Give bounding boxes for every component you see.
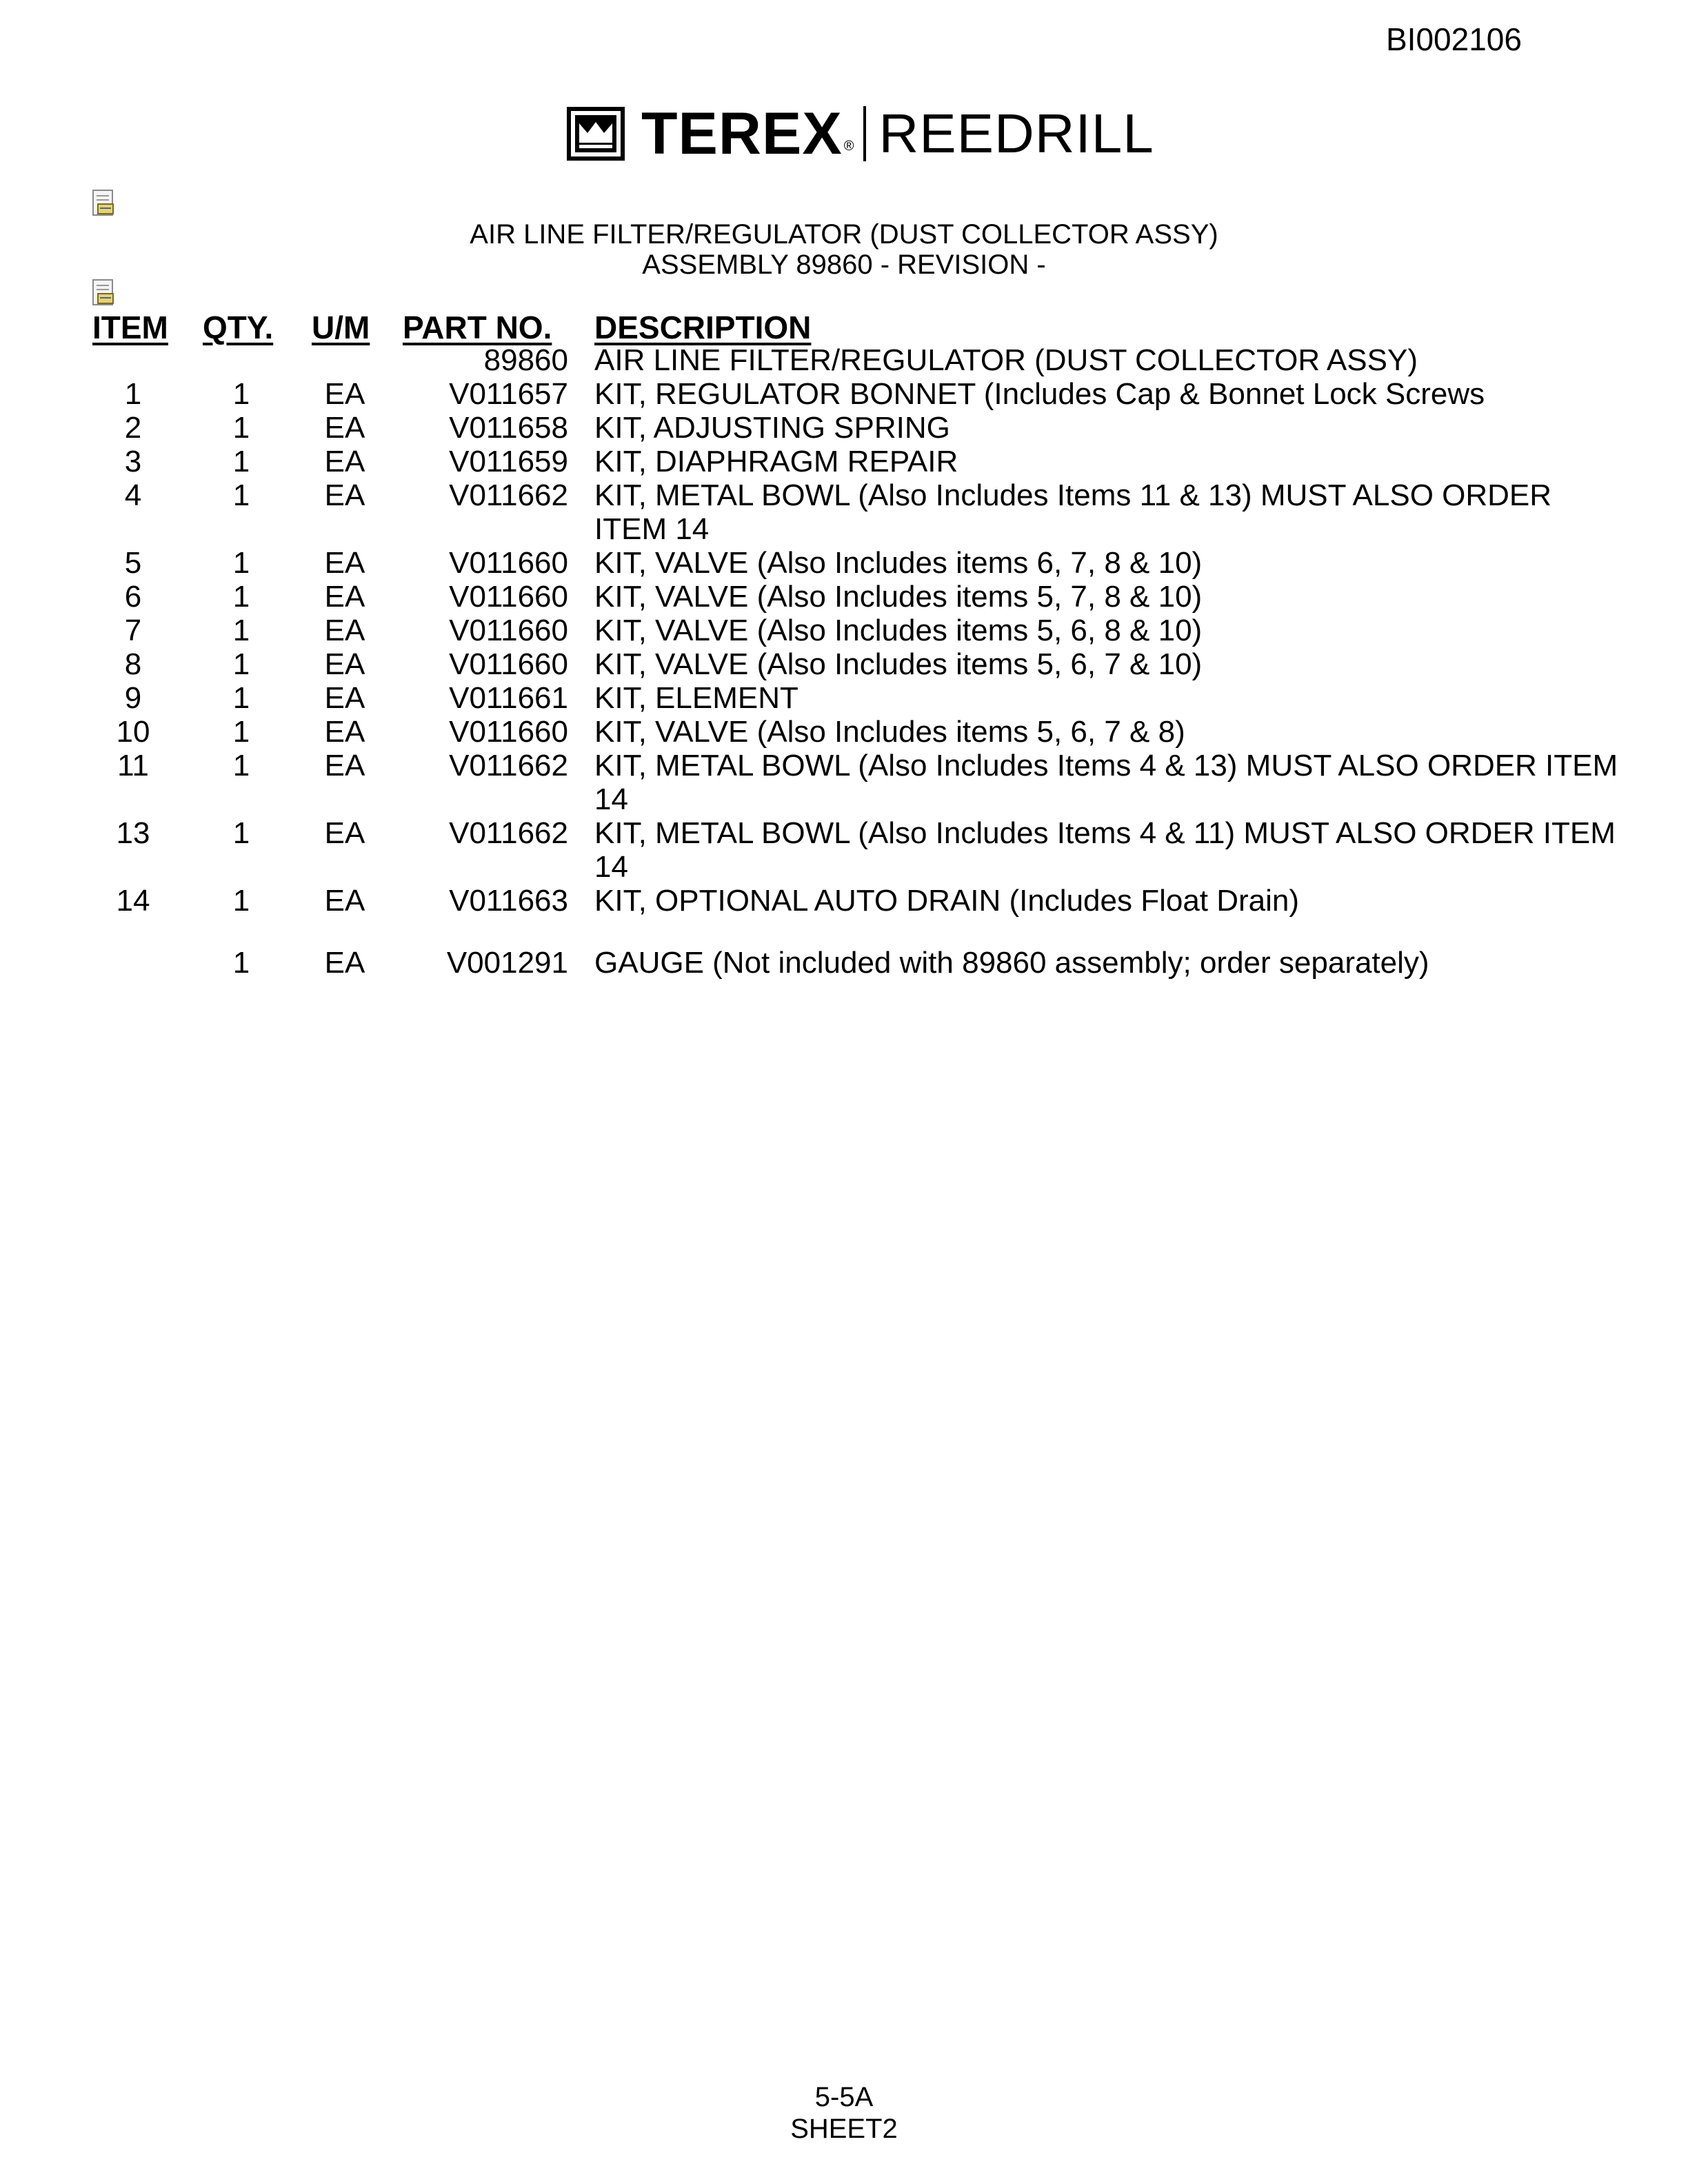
- sheet-label: SHEET2: [790, 2114, 898, 2144]
- row-um: EA: [324, 580, 365, 614]
- row-um: EA: [324, 445, 365, 478]
- row-um: EA: [324, 816, 365, 850]
- row-part-no: V011663: [449, 884, 568, 918]
- row-description: KIT, METAL BOWL (Also Includes Items 11 & 13) MUST ALSO ORDER: [594, 478, 1552, 512]
- row-um: EA: [324, 749, 365, 782]
- table-row: [0, 377, 1688, 411]
- document-icon[interactable]: [91, 189, 119, 219]
- company-logo: [567, 101, 1154, 167]
- row-um: EA: [324, 546, 365, 580]
- column-header-um: U/M: [312, 310, 370, 345]
- row-part-no: V011662: [449, 749, 568, 782]
- table-row: [0, 343, 1688, 377]
- row-part-no: V011660: [449, 580, 568, 614]
- table-row: [0, 884, 1688, 918]
- row-part-no: V011660: [449, 614, 568, 647]
- column-header-part-no: PART NO.: [403, 310, 552, 345]
- row-um: EA: [324, 614, 365, 647]
- row-um: EA: [324, 377, 365, 411]
- row-description: KIT, REGULATOR BONNET (Includes Cap & Bonnet Lock Screws: [594, 377, 1485, 411]
- page-number: 5-5A: [814, 2082, 874, 2112]
- document-icon[interactable]: [91, 279, 119, 309]
- table-row: [0, 411, 1688, 445]
- row-um: EA: [324, 647, 365, 681]
- row-qty: 1: [232, 816, 250, 850]
- row-description: ITEM 14: [594, 512, 710, 546]
- row-um: EA: [324, 715, 365, 749]
- table-row-continuation: [0, 782, 1688, 816]
- row-part-no: V001291: [446, 946, 568, 980]
- row-item: 6: [124, 580, 142, 614]
- row-qty: 1: [232, 377, 250, 411]
- row-qty: 1: [232, 946, 250, 980]
- row-qty: 1: [232, 580, 250, 614]
- row-item: 1: [124, 377, 142, 411]
- table-row: [0, 614, 1688, 647]
- row-description: KIT, METAL BOWL (Also Includes Items 4 & 13) MUST ALSO ORDER ITEM: [594, 749, 1618, 782]
- row-item: 7: [124, 614, 142, 647]
- row-qty: 1: [232, 715, 250, 749]
- row-item: 8: [124, 647, 142, 681]
- row-part-no: 89860: [483, 343, 568, 377]
- table-row: [0, 816, 1688, 850]
- row-description: KIT, DIAPHRAGM REPAIR: [594, 445, 958, 478]
- terex-crown-logo-icon: [567, 107, 625, 161]
- row-um: EA: [324, 681, 365, 715]
- assembly-subtitle: ASSEMBLY 89860 - REVISION -: [642, 250, 1046, 280]
- page-title: AIR LINE FILTER/REGULATOR (DUST COLLECTOR ASSY): [470, 219, 1218, 250]
- row-part-no: V011662: [449, 816, 568, 850]
- row-part-no: V011659: [449, 445, 568, 478]
- row-description: GAUGE (Not included with 89860 assembly; order separately): [594, 946, 1429, 980]
- row-description: KIT, VALVE (Also Includes items 5, 6, 8 & 10): [594, 614, 1203, 647]
- row-item: 14: [116, 884, 150, 918]
- row-item: 2: [124, 411, 142, 445]
- table-row: [0, 946, 1688, 980]
- row-description: KIT, VALVE (Also Includes items 5, 7, 8 & 10): [594, 580, 1203, 614]
- document-id: BI002106: [1386, 21, 1522, 57]
- row-part-no: V011660: [449, 715, 568, 749]
- logo-registered-mark: ®: [843, 139, 854, 154]
- column-header-description: DESCRIPTION: [594, 310, 812, 345]
- table-row: [0, 445, 1688, 478]
- row-description: KIT, VALVE (Also Includes items 5, 6, 7 & 10): [594, 647, 1203, 681]
- logo-separator: [863, 106, 866, 161]
- row-qty: 1: [232, 478, 250, 512]
- row-qty: 1: [232, 884, 250, 918]
- row-um: EA: [324, 411, 365, 445]
- column-header-item: ITEM: [92, 310, 168, 345]
- row-item: 3: [124, 445, 142, 478]
- row-part-no: V011660: [449, 647, 568, 681]
- row-item: 10: [116, 715, 150, 749]
- row-description: 14: [594, 850, 628, 884]
- row-item: 5: [124, 546, 142, 580]
- row-qty: 1: [232, 681, 250, 715]
- column-header-qty: QTY.: [203, 310, 274, 345]
- row-qty: 1: [232, 445, 250, 478]
- row-item: 4: [124, 478, 142, 512]
- row-qty: 1: [232, 411, 250, 445]
- row-um: EA: [324, 478, 365, 512]
- table-row: [0, 681, 1688, 715]
- table-row: [0, 647, 1688, 681]
- row-um: EA: [324, 946, 365, 980]
- table-row-continuation: [0, 512, 1688, 546]
- row-item: 13: [116, 816, 150, 850]
- row-qty: 1: [232, 749, 250, 782]
- table-row: [0, 715, 1688, 749]
- row-item: 11: [117, 749, 149, 782]
- table-row-continuation: [0, 850, 1688, 884]
- row-qty: 1: [232, 647, 250, 681]
- table-row: [0, 749, 1688, 782]
- row-item: 9: [124, 681, 142, 715]
- row-part-no: V011660: [449, 546, 568, 580]
- logo-product-text: REEDRILL: [878, 103, 1154, 164]
- logo-brand-text: TEREX: [641, 101, 843, 167]
- row-description: AIR LINE FILTER/REGULATOR (DUST COLLECTOR ASSY): [594, 343, 1418, 377]
- row-description: KIT, METAL BOWL (Also Includes Items 4 & 11) MUST ALSO ORDER ITEM: [594, 816, 1616, 850]
- row-part-no: V011657: [449, 377, 568, 411]
- table-row: [0, 580, 1688, 614]
- row-description: KIT, VALVE (Also Includes items 5, 6, 7 & 8): [594, 715, 1185, 749]
- row-description: 14: [594, 782, 628, 816]
- table-row: [0, 546, 1688, 580]
- row-qty: 1: [232, 614, 250, 647]
- row-part-no: V011661: [449, 681, 568, 715]
- row-qty: 1: [232, 546, 250, 580]
- row-part-no: V011662: [449, 478, 568, 512]
- row-description: KIT, ADJUSTING SPRING: [594, 411, 950, 445]
- row-description: KIT, VALVE (Also Includes items 6, 7, 8 & 10): [594, 546, 1203, 580]
- row-part-no: V011658: [449, 411, 568, 445]
- row-description: KIT, ELEMENT: [594, 681, 798, 715]
- row-um: EA: [324, 884, 365, 918]
- row-description: KIT, OPTIONAL AUTO DRAIN (Includes Float Drain): [594, 884, 1300, 918]
- table-row: [0, 478, 1688, 512]
